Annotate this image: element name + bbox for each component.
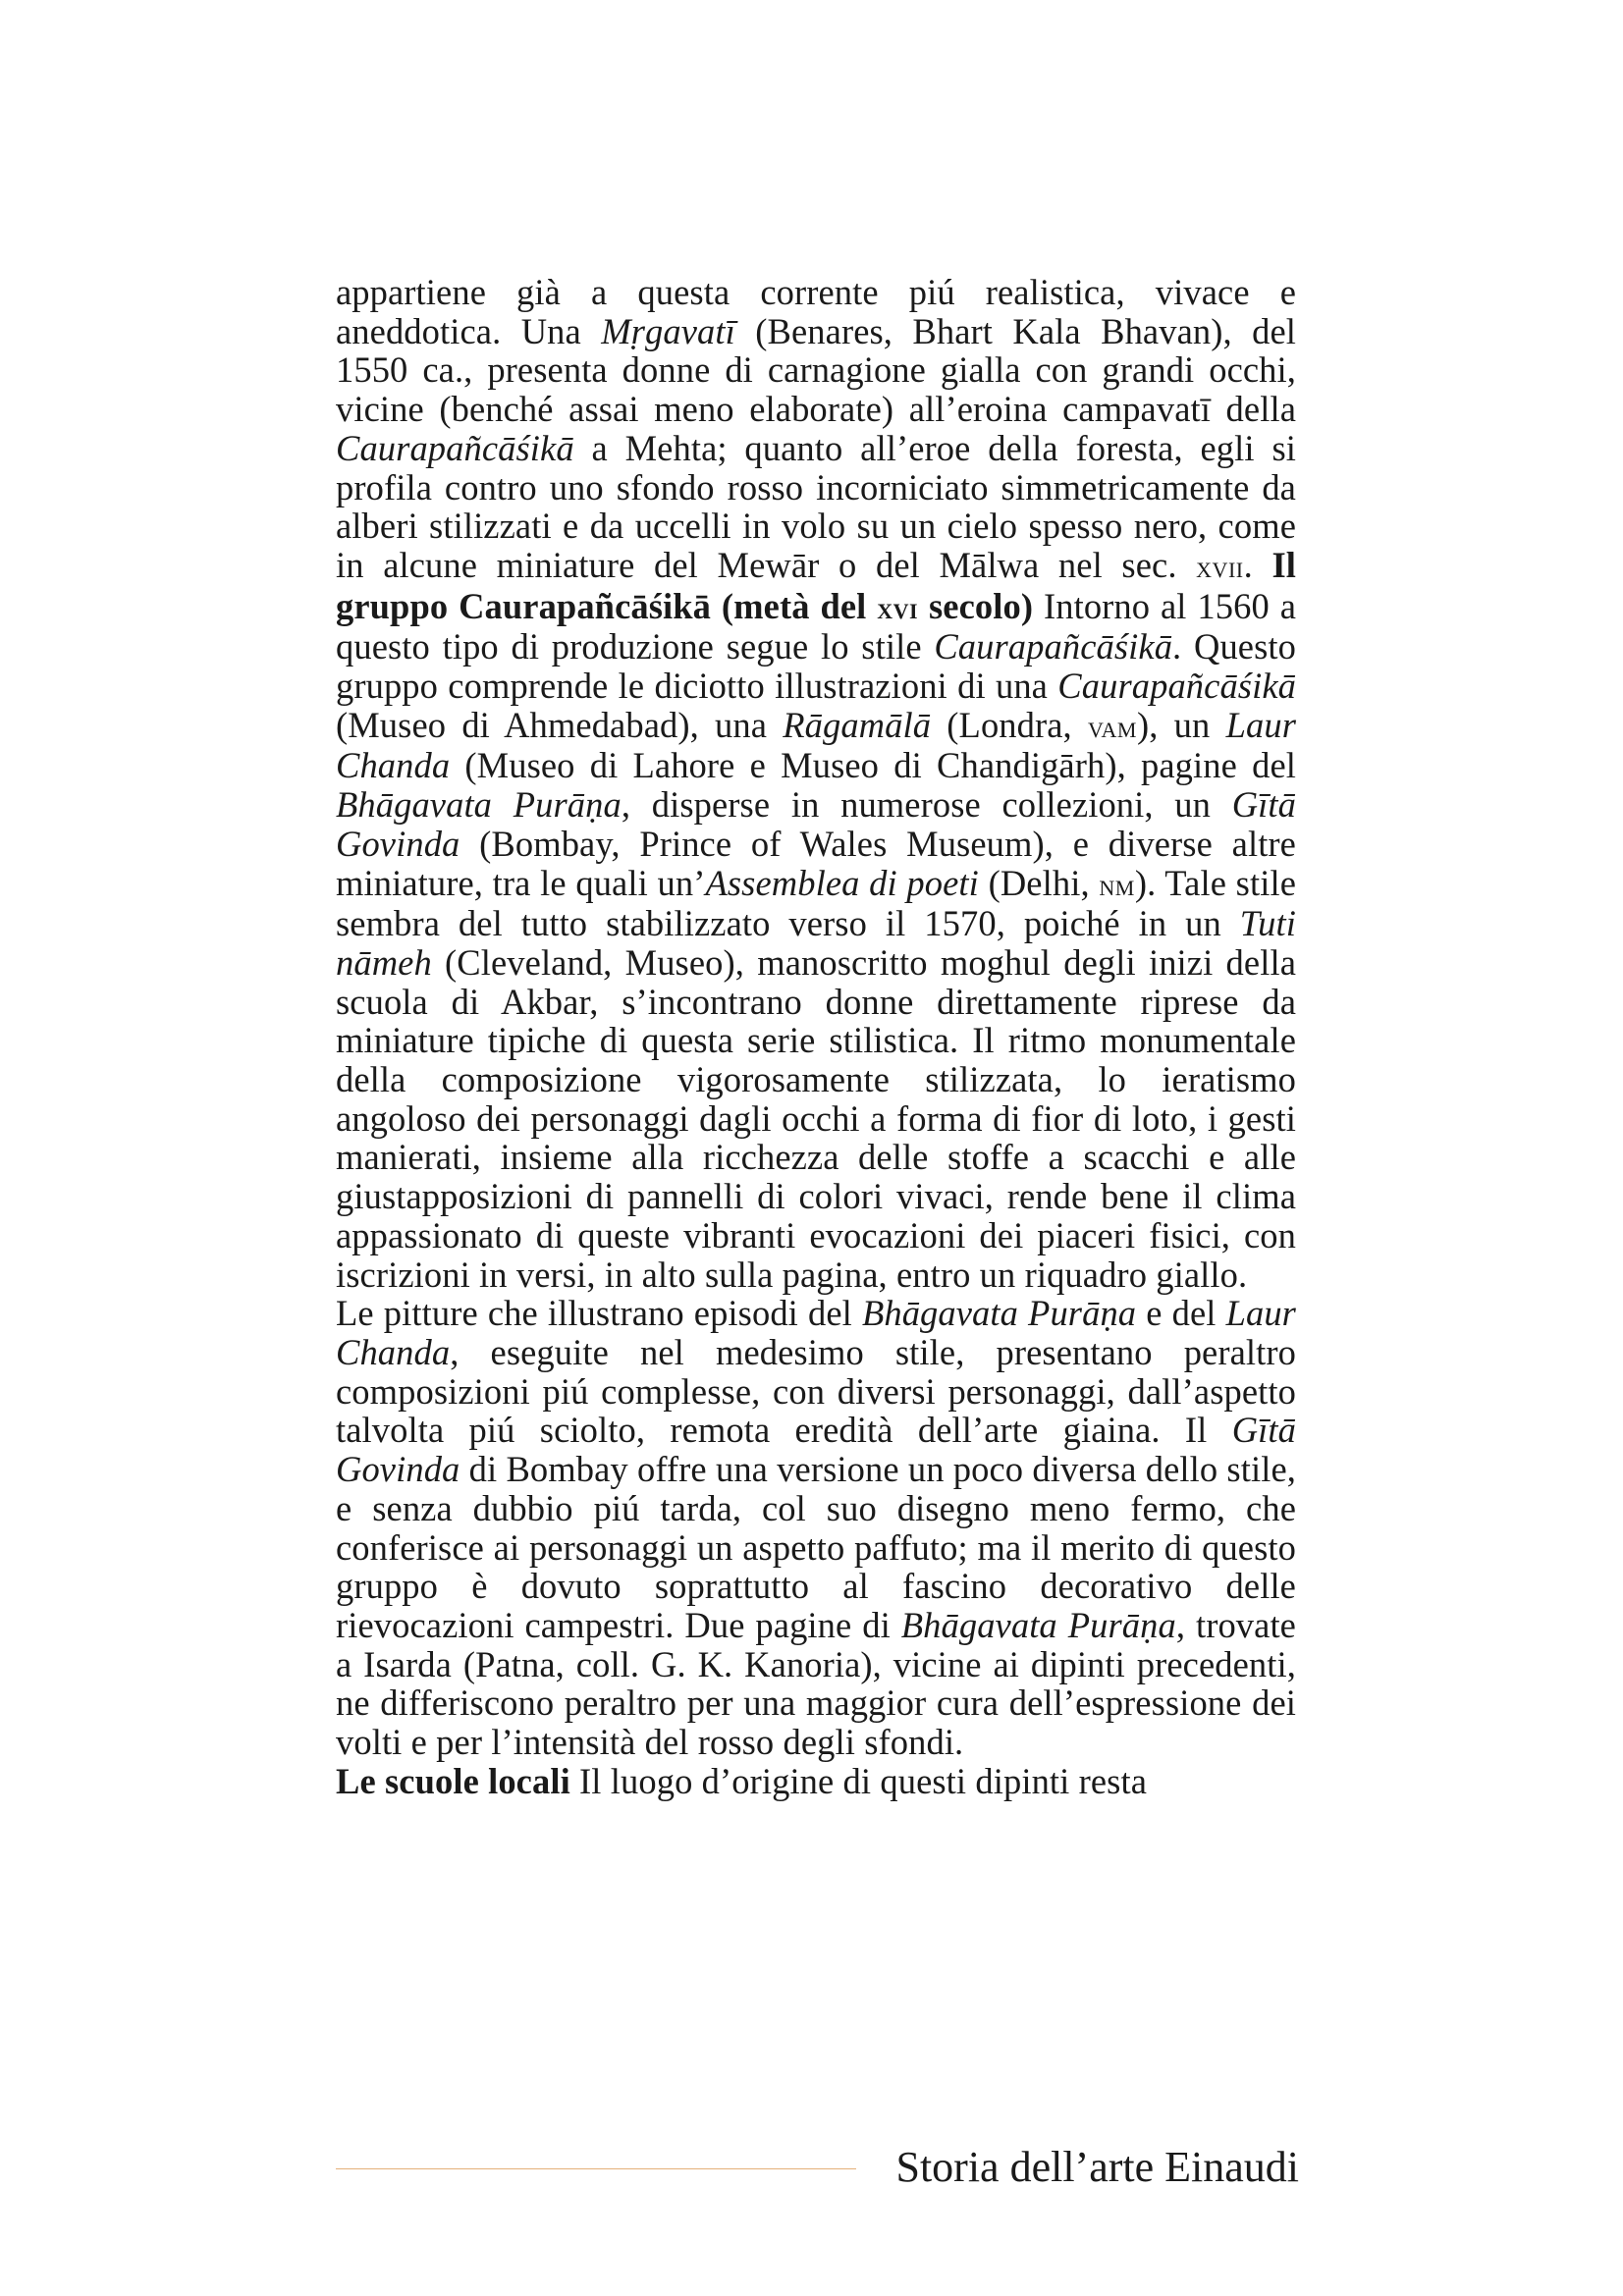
century-numeral: xvii <box>1196 548 1244 584</box>
text-run: e del <box>1136 1293 1226 1334</box>
footer-title: Storia dell’arte Einaudi <box>895 2143 1299 2191</box>
italic-title: Gītā Govinda <box>336 784 1296 864</box>
italic-title: Bhāgavata Purāṇa <box>336 784 622 826</box>
italic-title: Gītā Govinda <box>336 1410 1296 1490</box>
italic-title: Mṛgavatī <box>601 310 735 351</box>
italic-title: Caurapañcāśikā <box>1057 666 1296 707</box>
italic-title: Laur Chanda <box>336 704 1296 786</box>
paragraph-3 <box>336 1762 1296 1801</box>
heading-run: secolo) <box>918 585 1034 626</box>
text-run: (Delhi, <box>978 862 1100 903</box>
text-run: (Museo di Lahore e Museo di Chandigārh), pagine del <box>450 745 1296 786</box>
century-numeral: xvi <box>877 589 919 625</box>
text-run: , disperse in numerose collezioni, un <box>621 784 1232 826</box>
text-run: (Bombay, Prince of Wales Museum), e diverse altre miniature, tra le quali un’ <box>336 823 1296 903</box>
abbreviation: vam <box>1087 708 1137 744</box>
heading-run: Il gruppo Caurapañcāśikā (metà del <box>336 544 1296 626</box>
text-run: Il luogo d’origine di questi dipinti resta <box>569 1760 1148 1801</box>
footer-rule <box>336 2168 856 2169</box>
body-text <box>336 273 1296 1800</box>
text-run: (Cleveland, Museo), manoscritto moghul degli inizi della scuola di Akbar, s’incontrano donne direttamente riprese da miniature tipiche di questa serie stilistica. Il ritmo monumentale della composizione vigorosamente stilizzata, lo ieratismo angoloso dei personaggi dagli occhi a forma di fior di loto, i gesti manierati, insieme alla ricchezza delle stoffe a scacchi e alle giustapposizioni di pannelli di colori vivaci, rende bene il clima appassionato di queste vibranti evocazioni dei piaceri fisici, con iscrizioni in versi, in alto sulla pagina, entro un riquadro giallo. <box>336 941 1296 1295</box>
italic-title: Caurapañcāśikā <box>336 427 574 468</box>
text-run: (Museo di Ahmedabad), una <box>336 704 784 745</box>
text-run: . <box>1243 544 1272 585</box>
italic-title: Rāgamālā <box>783 704 932 745</box>
text-run: di Bombay offre una versione un poco diversa dello stile, e senza dubbio piú tarda, col suo disegno meno fermo, che conferisce ai personaggi un aspetto paffuto; ma il merito di questo gruppo è dovuto soprattutto al fascino decorativo delle rievocazioni campestri. Due pagine di <box>336 1449 1296 1645</box>
paragraph-1 <box>336 273 1296 1294</box>
text-run: , eseguite nel medesimo stile, presentano peraltro composizioni piú complesse, con diversi personaggi, dall’aspetto talvolta piú sciolto, remota eredità dell’arte giaina. Il <box>336 1331 1296 1451</box>
text-run: Le pitture che illustrano episodi del <box>336 1293 862 1334</box>
italic-title: Assemblea di poeti <box>705 862 979 903</box>
section-heading-scuole-locali: Le scuole locali <box>336 1760 570 1801</box>
italic-title: Bhāgavata Purāṇa <box>861 1293 1137 1334</box>
text-run: ), un <box>1137 704 1226 745</box>
italic-title: Laur Chanda <box>336 1293 1296 1372</box>
paragraph-2 <box>336 1294 1296 1761</box>
abbreviation: nm <box>1099 866 1135 902</box>
text-run: a Mehta; quanto all’eroe della foresta, egli si profila contro uno sfondo rosso incorniciato simmetricamente da alberi stilizzati e da uccelli in volo su un cielo spesso nero, come in alcune miniature del Mewār o del Mālwa nel sec. <box>336 427 1296 585</box>
text-run: , trovate a Isarda (Patna, coll. G. K. Kanoria), vicine ai dipinti precedenti, ne differiscono peraltro per una maggior cura dell’espressione dei volti e per l’intensità del rosso degli sfondi. <box>336 1604 1296 1763</box>
italic-title: Tuti nāmeh <box>336 903 1296 983</box>
text-run: Intorno al 1560 a questo tipo di produzione segue lo stile <box>336 585 1296 667</box>
italic-title: Bhāgavata Purāṇa <box>900 1604 1176 1645</box>
text-run: ). Tale stile sembra del tutto stabilizzato verso il 1570, poiché in un <box>336 862 1297 944</box>
italic-title: Caurapañcāśikā <box>934 626 1173 667</box>
text-run: . Questo gruppo comprende le diciotto illustrazioni di una <box>336 626 1296 707</box>
text-run: (Benares, Bhart Kala Bhavan), del 1550 ca., presenta donne di carnagione gialla con grandi occhi, vicine (benché assai meno elaborate) all’eroina campavatī della <box>336 310 1296 430</box>
text-run: appartiene già a questa corrente piú realistica, vivace e aneddotica. Una <box>336 272 1296 351</box>
text-run: (Londra, <box>931 704 1088 745</box>
